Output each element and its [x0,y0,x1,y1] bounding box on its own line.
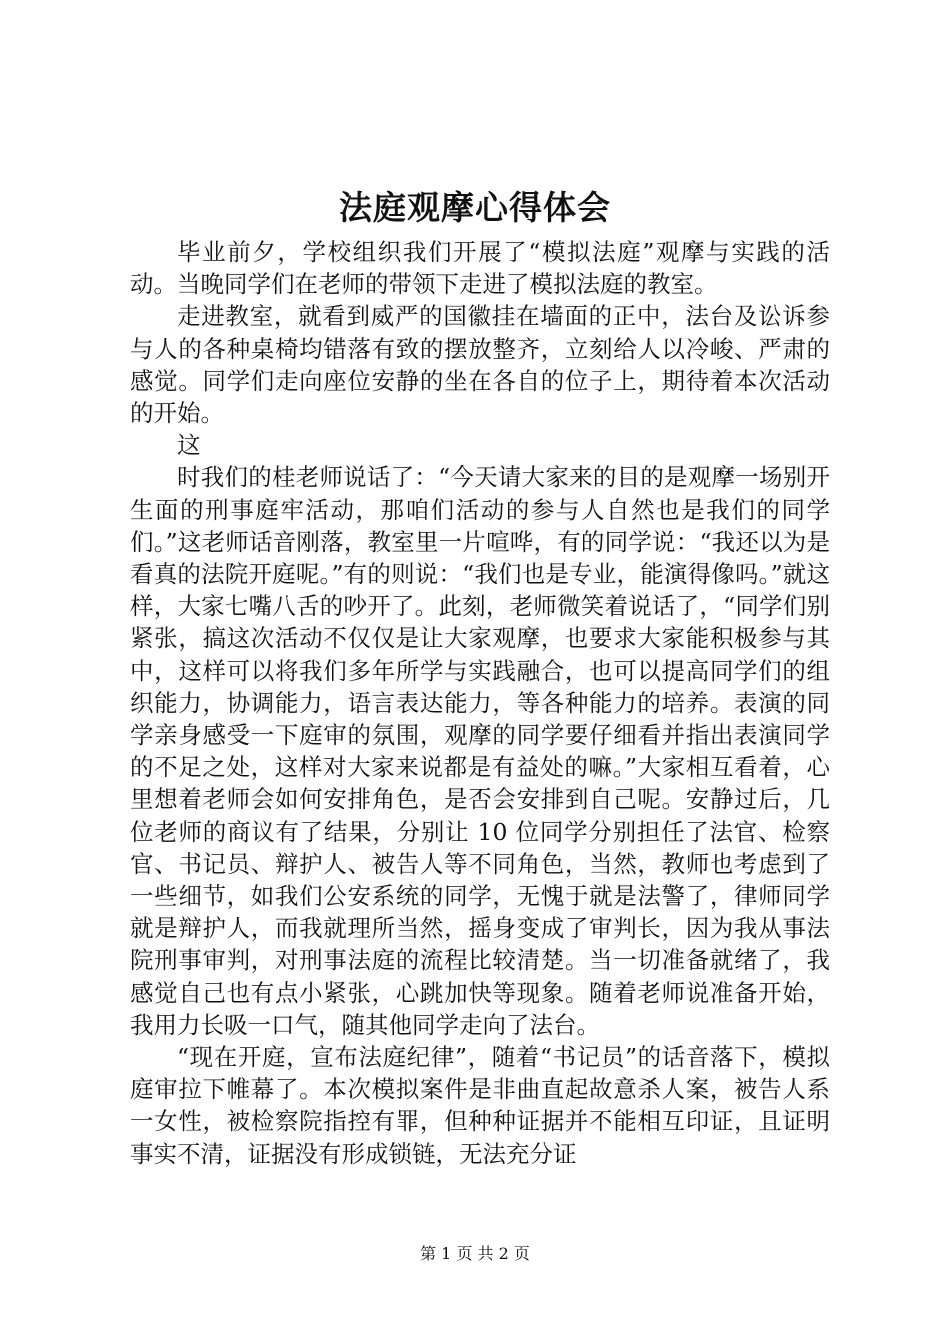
paragraph-2: 走进教室，就看到威严的国徽挂在墙面的正中，法台及讼诉参与人的各种桌椅均错落有致的摆放整齐，立刻给人以冷峻、严肃的感觉。同学们走向座位安静的坐在各自的位子上，期待着本次活动的开始。 [130,302,830,428]
paragraph-1: 毕业前夕，学校组织我们开展了“模拟法庭”观摩与实践的活动。当晚同学们在老师的带领下走进了模拟法庭的教室。 [130,238,830,299]
document-body [130,236,830,1170]
paragraph-4: 时我们的桂老师说话了：“今天请大家来的目的是观摩一场别开生面的刑事庭牢活动，那咱们活动的参与人自然也是我们的同学们。”这老师话音刚落，教室里一片喧哗，有的同学说：“我还以为是看真的法院开庭呢。”有的则说：“我们也是专业，能演得像吗。”就这样，大家七嘴八舌的吵开了。此刻，老师微笑着说话了，“同学们别紧张，搞这次活动不仅仅是让大家观摩，也要求大家能积极参与其中，这样可以将我们多年所学与实践融合，也可以提高同学们的组织能力，协调能力，语言表达能力，等各种能力的培养。表演的同学亲身感受一下庭审的氛围，观摩的同学要仔细看并指出表演同学的不足之处，这样对大家来说都是有益处的嘛。”大家相互看着，心里想着老师会如何安排角色，是否会安排到自己呢。安静过后，几位老师的商议有了结果，分别让 10 位同学分别担任了法官、检察官、书记员、辩护人、被告人等不同角色，当然，教师也考虑到了一些细节，如我们公安系统的同学，无愧于就是法警了，律师同学就是辩护人，而我就理所当然，摇身变成了审判长，因为我从事法院刑事审判，对刑事法庭的流程比较清楚。当一切准备就绪了，我感觉自己也有点小紧张，心跳加快等现象。随着老师说准备开始，我用力长吸一口气，随其他同学走向了法台。 [130,463,830,1039]
page-title: 法庭观摩心得体会 [339,188,611,227]
page-footer: 第 1 页 共 2 页 [420,1244,530,1263]
paragraph-3: 这 [177,431,201,460]
paragraph-5: “现在开庭，宣布法庭纪律”，随着“书记员”的话音落下，模拟庭审拉下帷幕了。本次模拟案件是非曲直起故意杀人案，被告人系一女性，被检察院指控有罪，但种种证据并不能相互印证，且证明事实不清，证据没有形成锁链，无法充分证 [130,1043,830,1168]
